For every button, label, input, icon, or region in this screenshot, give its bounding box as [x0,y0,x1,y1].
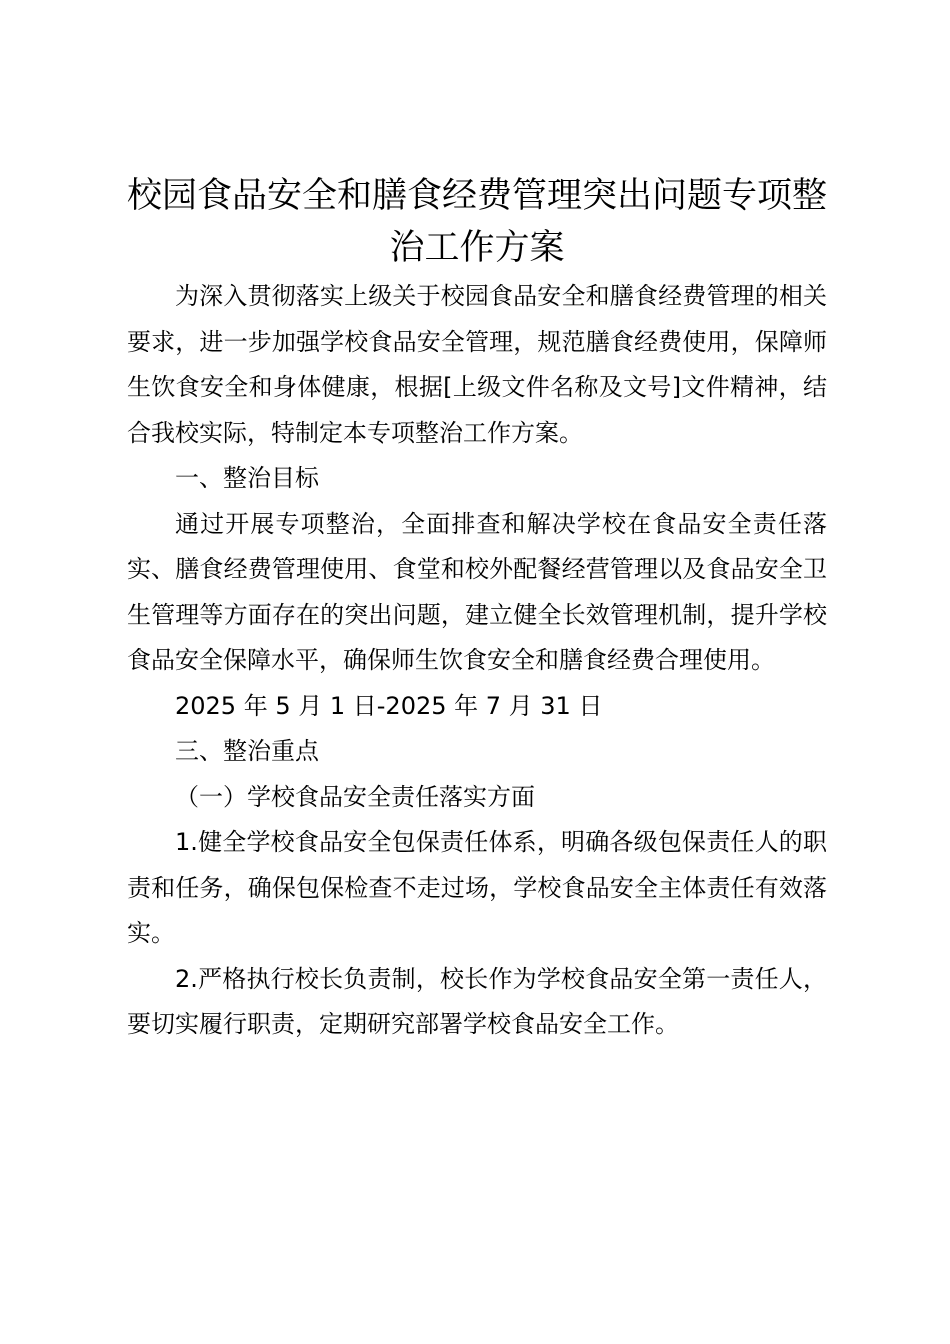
goals-paragraph: 通过开展专项整治，全面排查和解决学校在食品安全责任落实、膳食经费管理使用、食堂和校外配餐经营管理以及食品安全卫生管理等方面存在的突出问题，建立健全长效管理机制，提升学校食品安全保障水平，确保师生饮食安全和膳食经费合理使用。 [127,509,827,674]
list-item-1: 1.健全学校食品安全包保责任体系，明确各级包保责任人的职责和任务，确保包保检查不走过场，学校食品安全主体责任有效落实。 [127,828,827,947]
date-range: 2025 年 5 月 1 日-2025 年 7 月 31 日 [175,691,603,720]
document-content [127,170,827,1048]
subsection-heading-responsibility: （一）学校食品安全责任落实方面 [175,782,535,811]
section-heading-focus: 三、整治重点 [175,737,319,765]
list-item-2: 2.严格执行校长负责制，校长作为学校食品安全第一责任人，要切实履行职责，定期研究部署学校食品安全工作。 [127,964,827,1038]
intro-paragraph: 为深入贯彻落实上级关于校园食品安全和膳食经费管理的相关要求，进一步加强学校食品安全管理，规范膳食经费使用，保障师生饮食安全和身体健康，根据[上级文件名称及文号]文件精神，结合我校实际，特制定本专项整治工作方案。 [127,282,827,447]
document-title: 校园食品安全和膳食经费管理突出问题专项整治工作方案 [127,176,828,268]
section-heading-goals: 一、整治目标 [175,464,319,492]
